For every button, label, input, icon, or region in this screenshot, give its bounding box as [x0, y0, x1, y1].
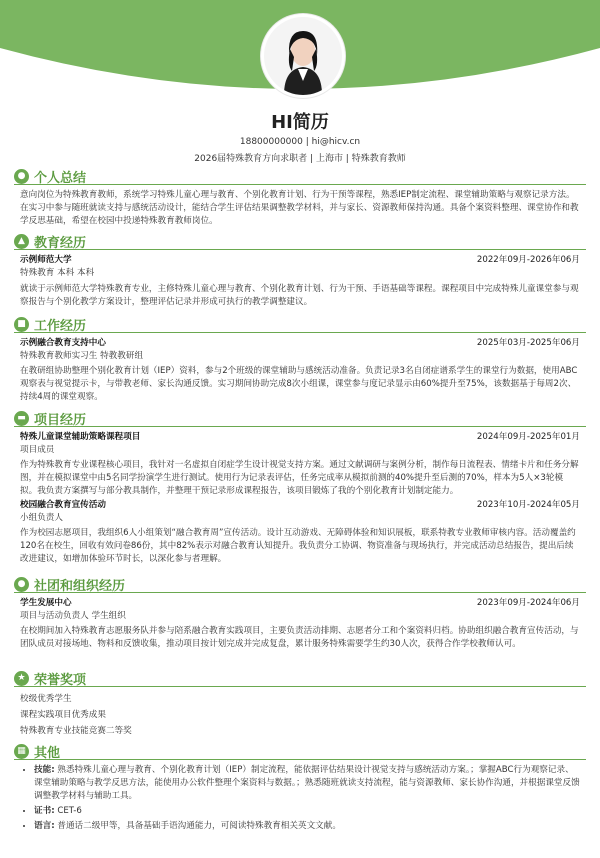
grid-icon: ▦ [14, 744, 29, 759]
folder-icon: ▬ [14, 411, 29, 426]
others-list [20, 764, 580, 833]
section-title: 教育经历 [34, 235, 87, 251]
item-text: CET-6 [54, 806, 82, 816]
section-title: 工作经历 [34, 318, 87, 334]
section-title: 荣誉奖项 [34, 672, 87, 688]
award-item: 特殊教育专业技能竞赛二等奖 [20, 726, 132, 736]
item-text: 熟悉特殊儿童心理与教育、个别化教育计划（IEP）制定流程，能依据评估结果设计视觉支持与感统活动方案。；掌握ABC行为观察记录、课堂辅助策略与教学反思方法，能使用办公软件整理个案资料与数据。；熟悉随班就读支持流程，能与资源教师、家长协作沟通，并根据课堂反馈调整教学材料与辅助工具。 [34, 765, 580, 801]
item-label: 技能: [34, 765, 55, 775]
project-date: 2023年10月-2024年05月 [476, 500, 580, 510]
project-text: 作为特殊教育专业课程核心项目，我针对一名虚拟自闭症学生设计视觉支持方案。通过文献调研与案例分析，制作每日流程表、情绪卡片和任务分解图，并在模拟课堂中由5名同学扮演学生进行测试。使用行为记录表评估，任务完成率从模拟前测的40%提升至后测的70%，样本为5人×3轮模拟。我负责方案撰写与部分教具制作，并整理干预记录形成课程报告，该项目锻炼了我的个别化教育计划制定能力。 [20, 460, 579, 496]
contact-line: 18800000000 | hi@hicv.cn [239, 137, 361, 147]
section-header [14, 670, 586, 687]
section-summary [14, 168, 586, 228]
section-header [14, 316, 586, 333]
resume-name: HI简历 [271, 112, 329, 133]
education-date: 2022年09月-2026年06月 [476, 255, 580, 265]
section-projects [14, 410, 586, 566]
work-date: 2025年03月-2025年06月 [476, 338, 580, 348]
objective-line: 2026届特殊教育方向求职者 | 上海市 | 特殊教育教师 [194, 154, 406, 164]
section-work [14, 316, 586, 404]
section-title: 社团和组织经历 [34, 578, 126, 594]
project-role: 小组负责人 [20, 513, 63, 523]
club-role: 项目与活动负责人 学生组织 [20, 611, 126, 621]
section-header [14, 743, 586, 760]
project-date: 2024年09月-2025年01月 [476, 432, 580, 442]
work-org: 示例融合教育支持中心 [20, 338, 106, 348]
section-header [14, 576, 586, 593]
section-education [14, 233, 586, 309]
item-text: 普通话二级甲等，具备基础手语沟通能力，可阅读特殊教育相关英文文献。 [54, 821, 341, 831]
section-others [14, 743, 586, 833]
section-header [14, 233, 586, 250]
work-text: 在教研组协助整理个别化教育计划（IEP）资料，参与2个班级的课堂辅助与感统活动准备。负责记录3名自闭症谱系学生的课堂行为数据，使用ABC观察表与视觉提示卡，与带教老师、家长沟通反馈。实习期间协助完成8次小组课，课堂参与度记录显示由60%提升至75%，该数据基于每周2次、持续4周的课堂观察。 [20, 366, 578, 402]
section-clubs [14, 576, 586, 651]
project-name: 校园融合教育宣传活动 [20, 500, 106, 510]
work-role: 特殊教育教师实习生 特教教研组 [20, 351, 144, 361]
section-title: 个人总结 [34, 170, 87, 186]
list-item [34, 805, 580, 818]
summary-text: 意向岗位为特殊教育教师，系统学习特殊儿童心理与教育、个别化教育计划、行为干预等课程，熟悉IEP制定流程、课堂辅助策略与观察记录方法。在实习中参与随班就读支持与感统活动设计，能结合学生评估结果调整教学材料，并与家长、资源教师保持沟通。具备个案资料整理、课堂协作和教学反思基础，希望在校园中投递特殊教育教师岗位。 [20, 190, 579, 226]
club-text: 在校期间加入特殊教育志愿服务队并参与陪系融合教育实践项目，主要负责活动排期、志愿者分工和个案资料归档。协助组织融合教育宣传活动，与团队成员对接场地、物料和反馈收集，推动项目按计划完成并完成复盘，累计服务特殊需要学生约30人次，获得合作学校教师认可。 [20, 626, 579, 649]
item-label: 语言: [34, 821, 55, 831]
award-item: 校级优秀学生 [20, 694, 72, 704]
graduation-cap-icon: ▲ [14, 234, 29, 249]
education-text: 就读于示例师范大学特殊教育专业，主修特殊儿童心理与教育、个别化教育计划、行为干预、手语基础等课程。课程项目中完成特殊儿童课堂参与观察报告与个别化教学方案设计，整理评估记录并形成可执行的教学调整建议。 [20, 284, 579, 307]
section-header [14, 168, 586, 185]
profile-photo [264, 17, 342, 95]
project-name: 特殊儿童课堂辅助策略课程项目 [20, 432, 141, 442]
club-org: 学生发展中心 [20, 598, 72, 608]
group-icon: ● [14, 577, 29, 592]
briefcase-icon: ■ [14, 317, 29, 332]
section-title: 其他 [34, 745, 61, 761]
section-awards [14, 670, 586, 739]
item-label: 证书: [34, 806, 55, 816]
list-item [34, 764, 580, 803]
user-icon: ● [14, 169, 29, 184]
club-date: 2023年09月-2024年06月 [476, 598, 580, 608]
award-item: 课程实践项目优秀成果 [20, 710, 106, 720]
section-title: 项目经历 [34, 412, 87, 428]
education-major: 特殊教育 本科 本科 [20, 268, 95, 278]
project-text: 作为校园志愿项目，我组织6人小组策划“融合教育周”宣传活动。设计互动游戏、无障碍体验和知识展板，联系特教专业教师审核内容。活动覆盖约120名在校生，回收有效问卷86份，其中82%表示对融合教育认知提升。我负责分工协调、物资准备与现场执行，并完成活动总结报告，提出后续改进建议，如增加体验环节时长，以深化参与者理解。 [20, 528, 576, 564]
project-role: 项目成员 [20, 445, 55, 455]
trophy-icon: ★ [14, 671, 29, 686]
school-name: 示例师范大学 [20, 255, 72, 265]
list-item [34, 820, 580, 833]
section-header [14, 410, 586, 427]
avatar [261, 14, 345, 98]
